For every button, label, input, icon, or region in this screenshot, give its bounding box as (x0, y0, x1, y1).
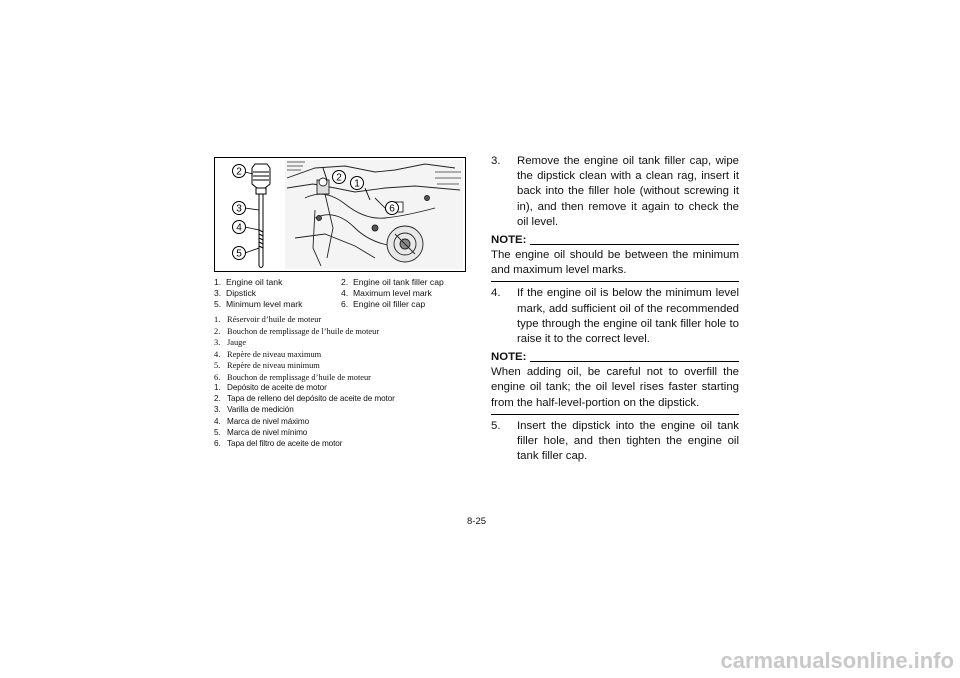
instructions-column (491, 154, 739, 464)
note-text: The engine oil should be between the minimum and maximum level marks. (491, 249, 739, 277)
step-3 (491, 154, 739, 230)
caption-text: Engine oil tank (226, 277, 283, 287)
step-text: Insert the dipstick into the engine oil tank filler hole, and then tighten the engine oil tank filler cap. (517, 419, 739, 463)
captions-french (214, 314, 469, 384)
note-divider (491, 281, 739, 282)
note-label: NOTE: (491, 351, 527, 364)
captions-english (214, 277, 469, 311)
callout-3 (233, 202, 246, 215)
step-4 (491, 286, 739, 347)
note-divider (491, 414, 739, 415)
svg-text:2: 2 (236, 166, 242, 178)
caption-line: 5. Marca de nivel mínimo (214, 427, 308, 437)
caption-line: 5. Repère de niveau minimum (214, 361, 320, 371)
step-number: 3. (491, 155, 501, 167)
caption-text: Minimum level mark (226, 299, 303, 310)
svg-text:5: 5 (236, 248, 242, 260)
callout-5 (233, 247, 246, 260)
caption-row (214, 277, 469, 288)
callout-6 (386, 202, 399, 215)
caption-line: 2. Bouchon de remplissage de l’huile de moteur (214, 326, 380, 336)
engine-oil-figure (214, 157, 466, 272)
note-rule (530, 244, 739, 245)
step-text: Remove the engine oil tank filler cap, wipe the dipstick clean with a clean rag, insert it back into the filler hole (without screwing it in), and then remove it again to check the oil level. (517, 155, 739, 228)
caption-number: 5. (214, 299, 222, 310)
callout-4 (233, 221, 246, 234)
caption-text: Maximum level mark (353, 288, 432, 299)
caption-line: 1. Depósito de aceite de motor (214, 383, 327, 392)
caption-line: 3. Varilla de medición (214, 405, 294, 415)
caption-number: 1. (214, 277, 222, 287)
step-number: 5. (491, 419, 501, 432)
caption-line: 2. Tapa de relleno del depósito de aceite de motor (214, 394, 395, 404)
svg-text:3: 3 (236, 203, 242, 215)
note-label: NOTE: (491, 233, 527, 246)
caption-row (214, 288, 469, 299)
note-rule (530, 361, 739, 362)
caption-number: 6. (341, 299, 349, 310)
step-number: 4. (491, 287, 501, 300)
step-text: If the engine oil is below the minimum level mark, add sufficient oil of the recommended type through the engine oil tank filler hole to raise it to the correct level. (517, 287, 739, 346)
caption-text: Engine oil tank filler cap (353, 277, 444, 287)
caption-number: 4. (341, 288, 349, 299)
note-text: When adding oil, be careful not to overfill the engine oil tank; the oil level rises faster starting from the half-level-portion on the dipstick. (491, 366, 739, 409)
caption-line: 4. Repère de niveau maximum (214, 349, 322, 359)
note-heading (491, 233, 739, 248)
page-number: 8-25 (467, 516, 487, 527)
engine-illustration (215, 158, 465, 271)
note-heading (491, 350, 739, 365)
dipstick-drawing (252, 164, 270, 268)
callout-2-right (333, 171, 346, 184)
caption-number: 3. (214, 288, 222, 299)
caption-line: 1. Réservoir d’huile de moteur (214, 315, 322, 324)
callout-2-left (233, 165, 246, 178)
callout-1 (351, 177, 364, 190)
caption-text: Engine oil filler cap (353, 299, 426, 310)
engine-block-drawing (285, 160, 463, 269)
svg-text:1: 1 (354, 178, 360, 190)
step-5 (491, 419, 739, 465)
caption-line: 3. Jauge (214, 338, 247, 348)
svg-text:4: 4 (236, 222, 242, 234)
caption-number: 2. (341, 277, 349, 287)
watermark: carmanualsonline.info (720, 648, 954, 673)
svg-text:2: 2 (336, 172, 342, 184)
caption-line: 6. Bouchon de remplissage d’huile de moteur (214, 372, 371, 382)
caption-line: 6. Tapa del filtro de aceite de motor (214, 439, 343, 449)
caption-line: 4. Marca de nivel máximo (214, 416, 310, 426)
svg-text:6: 6 (389, 203, 395, 215)
captions-spanish (214, 382, 469, 449)
caption-row (214, 299, 469, 310)
caption-text: Dipstick (226, 288, 257, 299)
